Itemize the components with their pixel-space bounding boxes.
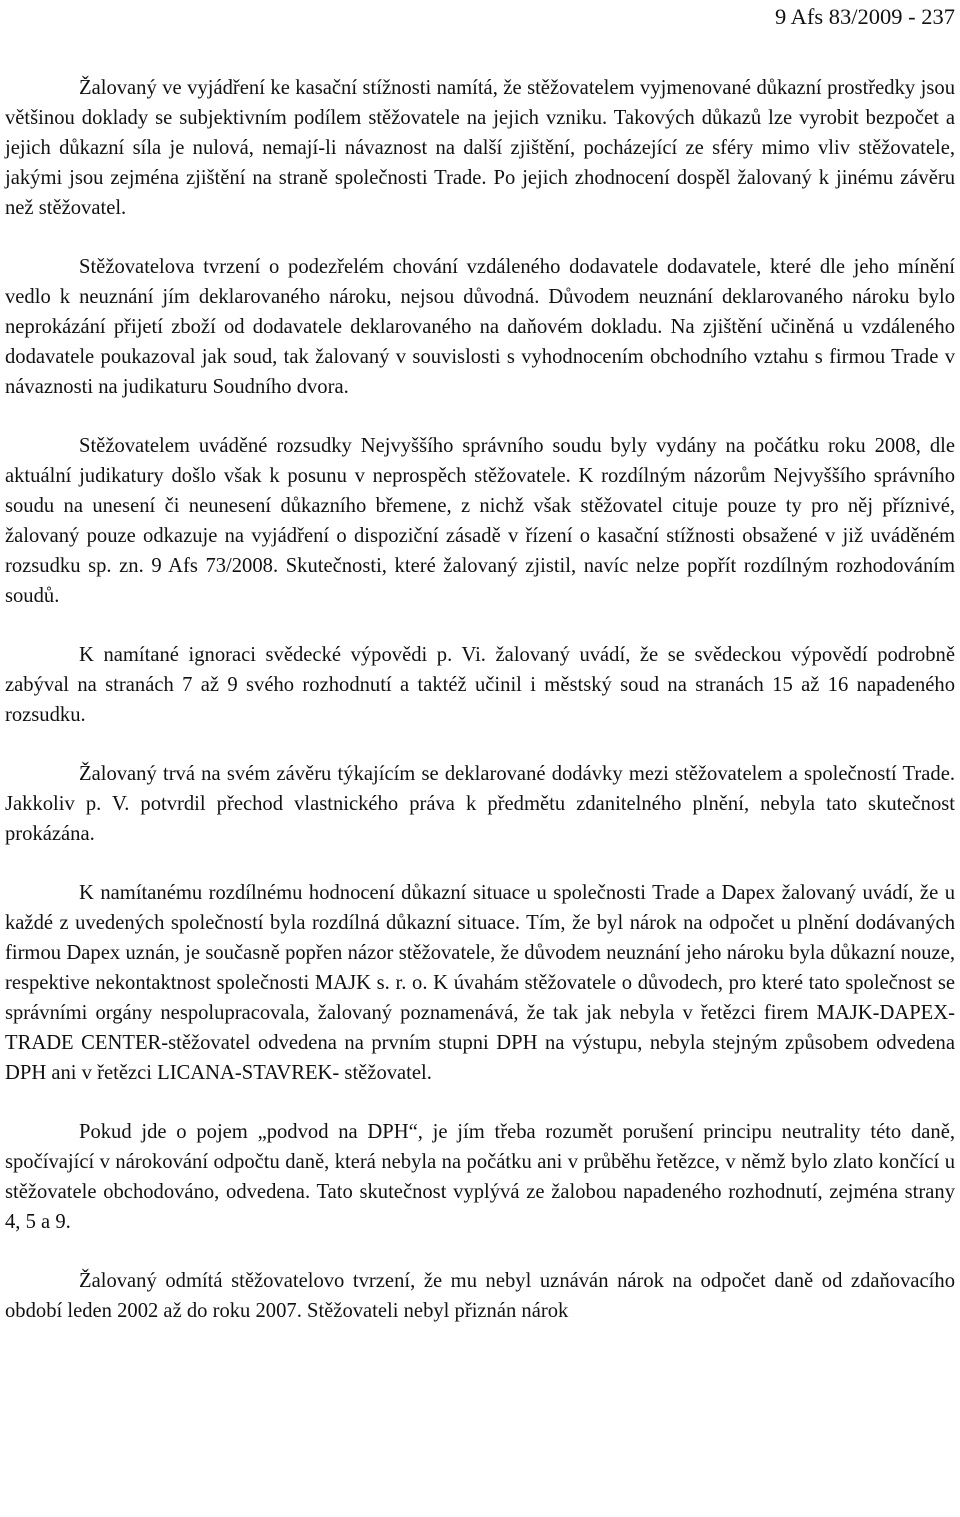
paragraph: K namítanému rozdílnému hodnocení důkazní situace u společnosti Trade a Dapex žalovaný uvádí, že u každé z uvedených společností byla rozdílná důkazní situace. Tím, že byl nárok na odpočet u plnění dodávaných firmou Dapex uznán, je současně popřen názor stěžovatele, že důvodem neuznání jeho nároku byla důkazní nouze, respektive nekontaktnost společnosti MAJK s. r. o. K úvahám stěžovatele o důvodech, pro které tato společnost se správními orgány nespolupracovala, žalovaný poznamenává, že tak jak nebyla v řetězci firem MAJK-DAPEX- TRADE CENTER-stěžovatel odvedena na prvním stupni DPH na výstupu, nebyla stejným způsobem odvedena DPH ani v řetězci LICANA-STAVREK- stěžovatel. xyxy=(5,882,955,1084)
paragraph: Žalovaný trvá na svém závěru týkajícím se deklarované dodávky mezi stěžovatelem a společností Trade. Jakkoliv p. V. potvrdil přechod vlastnického práva k předmětu zdanitelného plnění, nebyla tato skutečnost prokázána. xyxy=(5,763,955,845)
paragraph: Pokud jde o pojem „podvod na DPH“, je jím třeba rozumět porušení principu neutrality této daně, spočívající v nárokování odpočtu daně, která nebyla na počátku ani v průběhu řetězce, v němž bylo zlato končící u stěžovatele obchodováno, odvedena. Tato skutečnost vyplývá ze žalobou napadeného rozhodnutí, zejména strany 4, 5 a 9. xyxy=(5,1121,955,1233)
case-number-header: 9 Afs 83/2009 - 237 xyxy=(775,4,955,29)
paragraph: Stěžovatelem uváděné rozsudky Nejvyššího správního soudu byly vydány na počátku roku 2008, dle aktuální judikatury došlo však k posunu v neprospěch stěžovatele. K rozdílným názorům Nejvyššího správního soudu na unesení či neunesení důkazního břemene, z nichž však stěžovatel cituje pouze ty pro něj příznivé, žalovaný pouze odkazuje na vyjádření o dispoziční zásadě v řízení o kasační stížnosti obsažené v již uváděném rozsudku sp. zn. 9 Afs 73/2008. Skutečnosti, které žalovaný zjistil, navíc nelze popřít rozdílným rozhodováním soudů. xyxy=(5,435,955,607)
document-page xyxy=(5,0,955,1326)
paragraph: Stěžovatelova tvrzení o podezřelém chování vzdáleného dodavatele dodavatele, které dle jeho mínění vedlo k neuznání jím deklarovaného nároku, nejsou důvodná. Důvodem neuznání deklarovaného nároku bylo neprokázání přijetí zboží od dodavatele deklarovaného na daňovém dokladu. Na zjištění učiněná u vzdáleného dodavatele poukazoval jak soud, tak žalovaný v souvislosti s vyhodnocením obchodního vztahu s firmou Trade v návaznosti na judikaturu Soudního dvora. xyxy=(5,256,955,398)
document-body xyxy=(5,73,955,1326)
paragraph: Žalovaný odmítá stěžovatelovo tvrzení, že mu nebyl uznáván nárok na odpočet daně od zdaňovacího období leden 2002 až do roku 2007. Stěžovateli nebyl přiznán nárok xyxy=(5,1270,955,1322)
paragraph: K namítané ignoraci svědecké výpovědi p. Vi. žalovaný uvádí, že se svědeckou výpovědí podrobně zabýval na stranách 7 až 9 svého rozhodnutí a taktéž učinil i městský soud na stranách 15 až 16 napadeného rozsudku. xyxy=(5,644,955,726)
paragraph: Žalovaný ve vyjádření ke kasační stížnosti namítá, že stěžovatelem vyjmenované důkazní prostředky jsou většinou doklady se subjektivním podílem stěžovatele na jejich vzniku. Takových důkazů lze vyrobit bezpočet a jejich důkazní síla je nulová, nemají-li návaznost na další zjištění, pocházející ze sféry mimo vliv stěžovatele, jakými jsou zejména zjištění na straně společnosti Trade. Po jejich zhodnocení dospěl žalovaný k jinému závěru než stěžovatel. xyxy=(5,77,955,219)
